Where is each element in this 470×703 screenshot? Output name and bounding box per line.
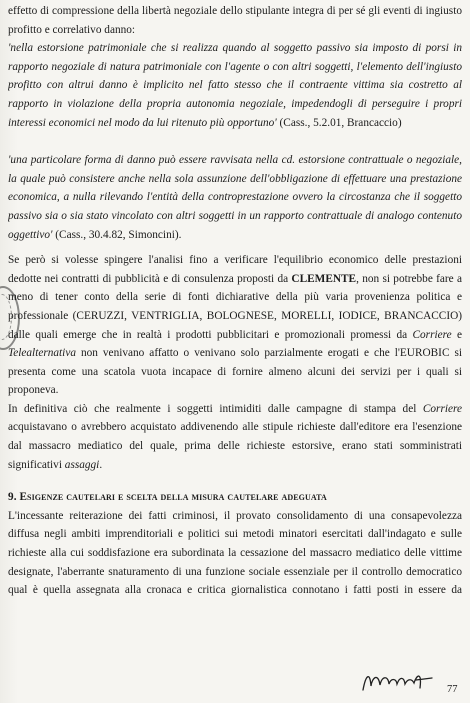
page-number: 77 bbox=[447, 684, 458, 695]
quote-line: passivo sia o sia stato vincolato con altri soggetti in un rapporto contrattuale di analogo contenuto bbox=[8, 209, 462, 222]
text-line: designate, l'aberrante snaturamento di una funzione sociale essenziale per il controllo democratico bbox=[8, 565, 462, 578]
text-line: dalle quali emerge che in realtà i prodotti pubblicitari e promozionali promessi da Corriere e bbox=[8, 328, 462, 341]
quote-line: 'una particolare forma di danno può essere ravvisata nella cd. estorsione contrattuale o negoziale, bbox=[8, 154, 462, 167]
quote-line: rapporto in violazione della propria autonomia negoziale, impedendogli di perseguire i propri bbox=[8, 97, 462, 110]
text-line: proponeva. bbox=[8, 384, 59, 397]
document-body bbox=[8, 2, 462, 600]
text-line: dedotte nei contratti di pubblicità e di consulenza proposti da CLEMENTE, non si potrebbe fare a bbox=[8, 272, 462, 285]
handwritten-signature bbox=[360, 666, 440, 696]
text-line: richieste alla cui soddisfazione era subordinata la cessazione del massacro mediatico delle vittime bbox=[8, 547, 462, 560]
text-line: qual è quella assegnata alla cronaca e critica giornalistica connotano i fatti posti in essere da bbox=[8, 584, 462, 597]
text-line: significativi assaggi. bbox=[8, 458, 103, 471]
text-line: dal massacro mediatico del quale, prima delle richieste estorsive, erano stati somministrati bbox=[8, 440, 462, 453]
citation: (Cass., 5.2.01, Brancaccio) bbox=[276, 116, 402, 129]
quote-line: rapporto negoziale di natura patrimoniale con l'agente o con altri soggetti, l'elemento dell'ingiusto bbox=[8, 60, 462, 73]
quote-text: interessi economici nel modo da lui ritenuto più opportuno' bbox=[8, 116, 277, 129]
quote-line: 'nella estorsione patrimoniale che si realizza quando al soggetto passivo sia imposto di porsi in bbox=[8, 42, 462, 55]
quote-text: oggettivo' bbox=[8, 228, 53, 241]
quote-line: profitto con altrui danno è implicito nel fatto stesso che il contraente vittima sia costretto al bbox=[8, 79, 462, 92]
text-line: diffusa negli ambiti imprenditoriali e politici sui metodi minatori esercitati dall'indagato e sulle bbox=[8, 528, 462, 541]
text-line: L'incessante reiterazione dei fatti criminosi, il provato consolidamento di una consapevolezza bbox=[8, 509, 462, 522]
text-line: Telealternativa non venivano affatto o venivano solo parzialmente erogati e che l'EUROBIC si bbox=[8, 347, 462, 360]
quote-line: economica, a nulla rilevando l'entità della controprestazione ovvero la circostanza che il soggetto bbox=[8, 191, 462, 204]
text-line: In definitiva ciò che realmente i soggetti intimiditi dalle campagne di stampa del Corriere bbox=[8, 402, 462, 415]
text-line: presenta come una scatola vuota incapace di fornire almeno alcuni dei servizi per i quali si bbox=[8, 365, 462, 378]
quote-line: la quale può consistere anche nella sola assunzione dell'obbligazione di effettuare una prestazione bbox=[8, 172, 462, 185]
name-emphasis: CLEMENTE bbox=[291, 272, 357, 285]
quote-line-last bbox=[8, 114, 462, 133]
text-line: effetto di compressione della libertà negoziale dello stipulante integra di per sé gli eventi di ingiusto bbox=[8, 5, 462, 17]
quote-line-last bbox=[8, 226, 462, 245]
text-line: profitto e correlativo danno: bbox=[8, 23, 136, 36]
text-line: meno di tener conto della serie di fonti dichiarative della più varia provenienza politica e bbox=[8, 291, 462, 304]
text-line: acquistavano o avrebbero acquistato addivenendo alle stipule richieste dall'editore era l'esenzione bbox=[8, 421, 462, 434]
text-line: professionale (CERUZZI, VENTRIGLIA, BOLOGNESE, MORELLI, IODICE, BRANCACCIO) bbox=[8, 309, 462, 322]
text-line: Se però si volesse spingere l'analisi fino a verificare l'equilibrio economico delle prestazioni bbox=[8, 254, 462, 267]
section-heading: 9. Esigenze cautelari e scelta della misura cautelare adeguata bbox=[8, 491, 327, 504]
citation: (Cass., 30.4.82, Simoncini). bbox=[52, 228, 182, 241]
